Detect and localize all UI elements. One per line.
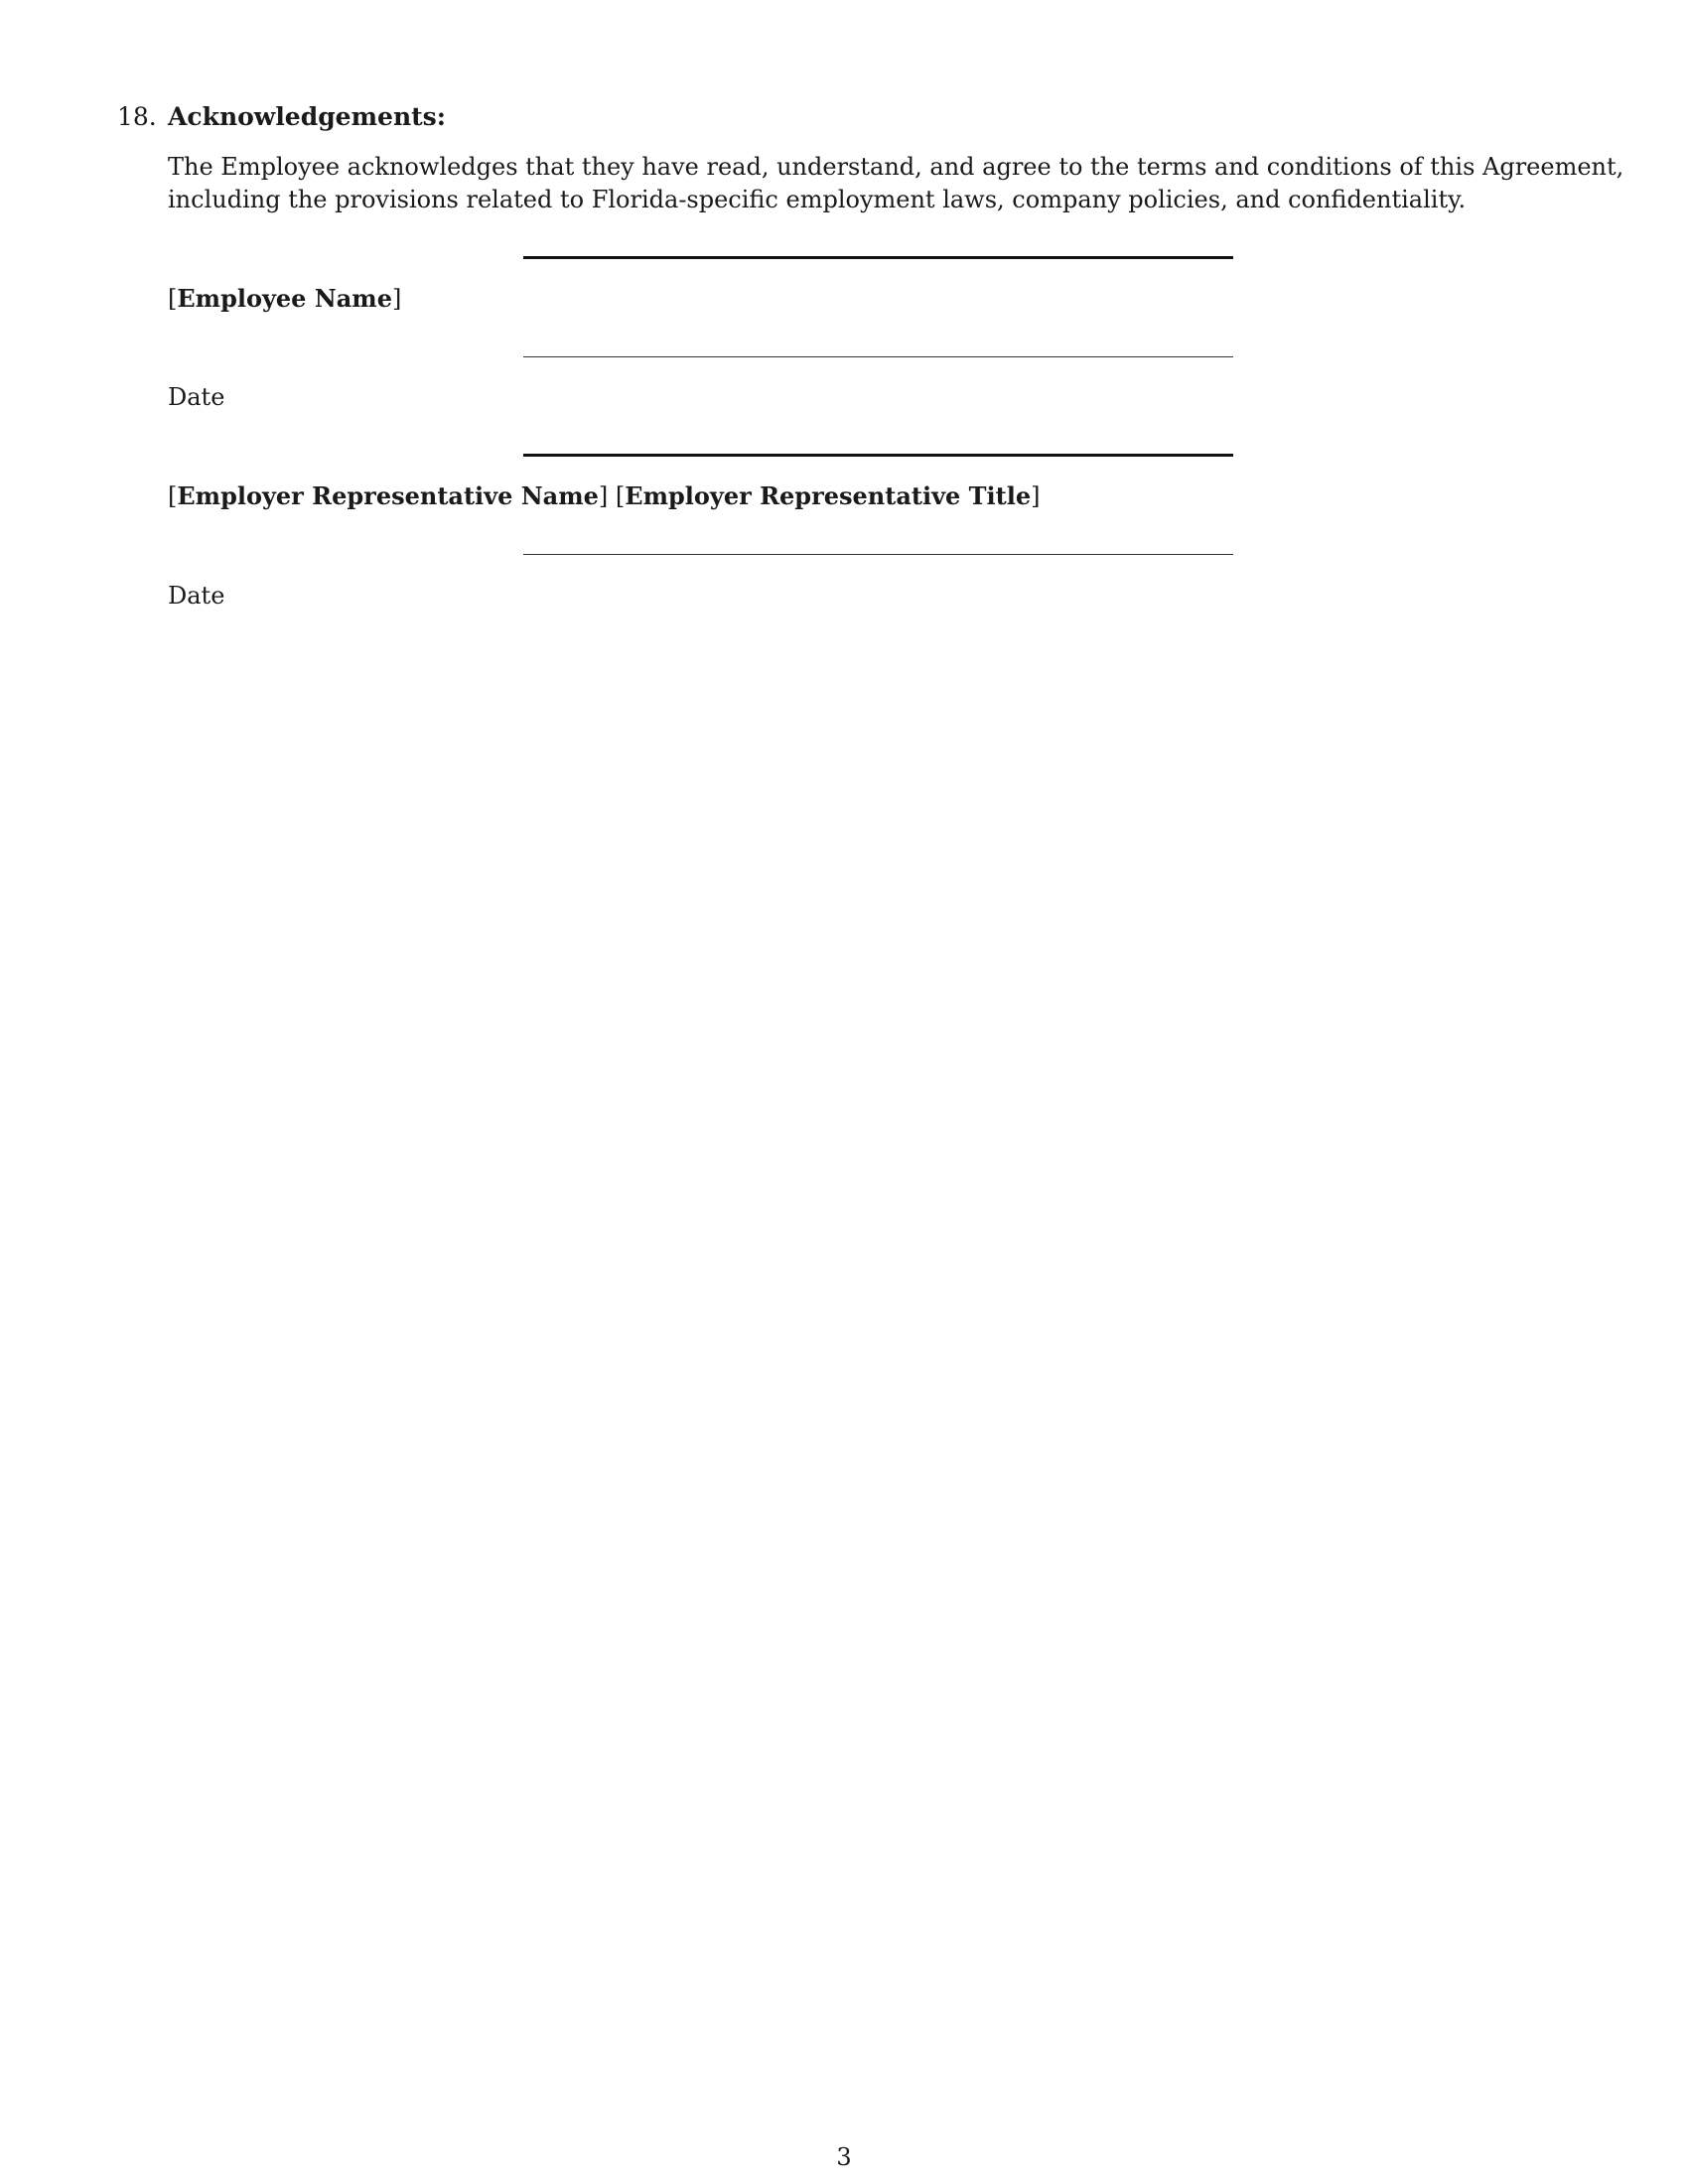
employer-date-label: Date <box>168 582 225 610</box>
employer-representative-label: [Employer Representative Name] [Employer Representative Title] <box>168 481 1041 510</box>
section-title: Acknowledgements: <box>168 102 446 131</box>
employer-signature-line <box>523 454 1233 457</box>
section-body <box>168 151 1637 216</box>
employee-date-line <box>523 356 1233 357</box>
section-body-line: The Employee acknowledges that they have read, understand, and agree to the terms and conditions of this Agreement, <box>168 153 1624 181</box>
employee-signature-line <box>523 256 1233 259</box>
employer-date-line <box>523 554 1233 555</box>
page-number: 3 <box>836 2143 852 2171</box>
section-number: 18. <box>117 102 157 131</box>
section-body-line: including the provisions related to Florida-specific employment laws, company policies, and confidentiality. <box>168 186 1467 213</box>
employee-date-label: Date <box>168 383 225 411</box>
employee-name-label: [Employee Name] <box>168 284 402 313</box>
